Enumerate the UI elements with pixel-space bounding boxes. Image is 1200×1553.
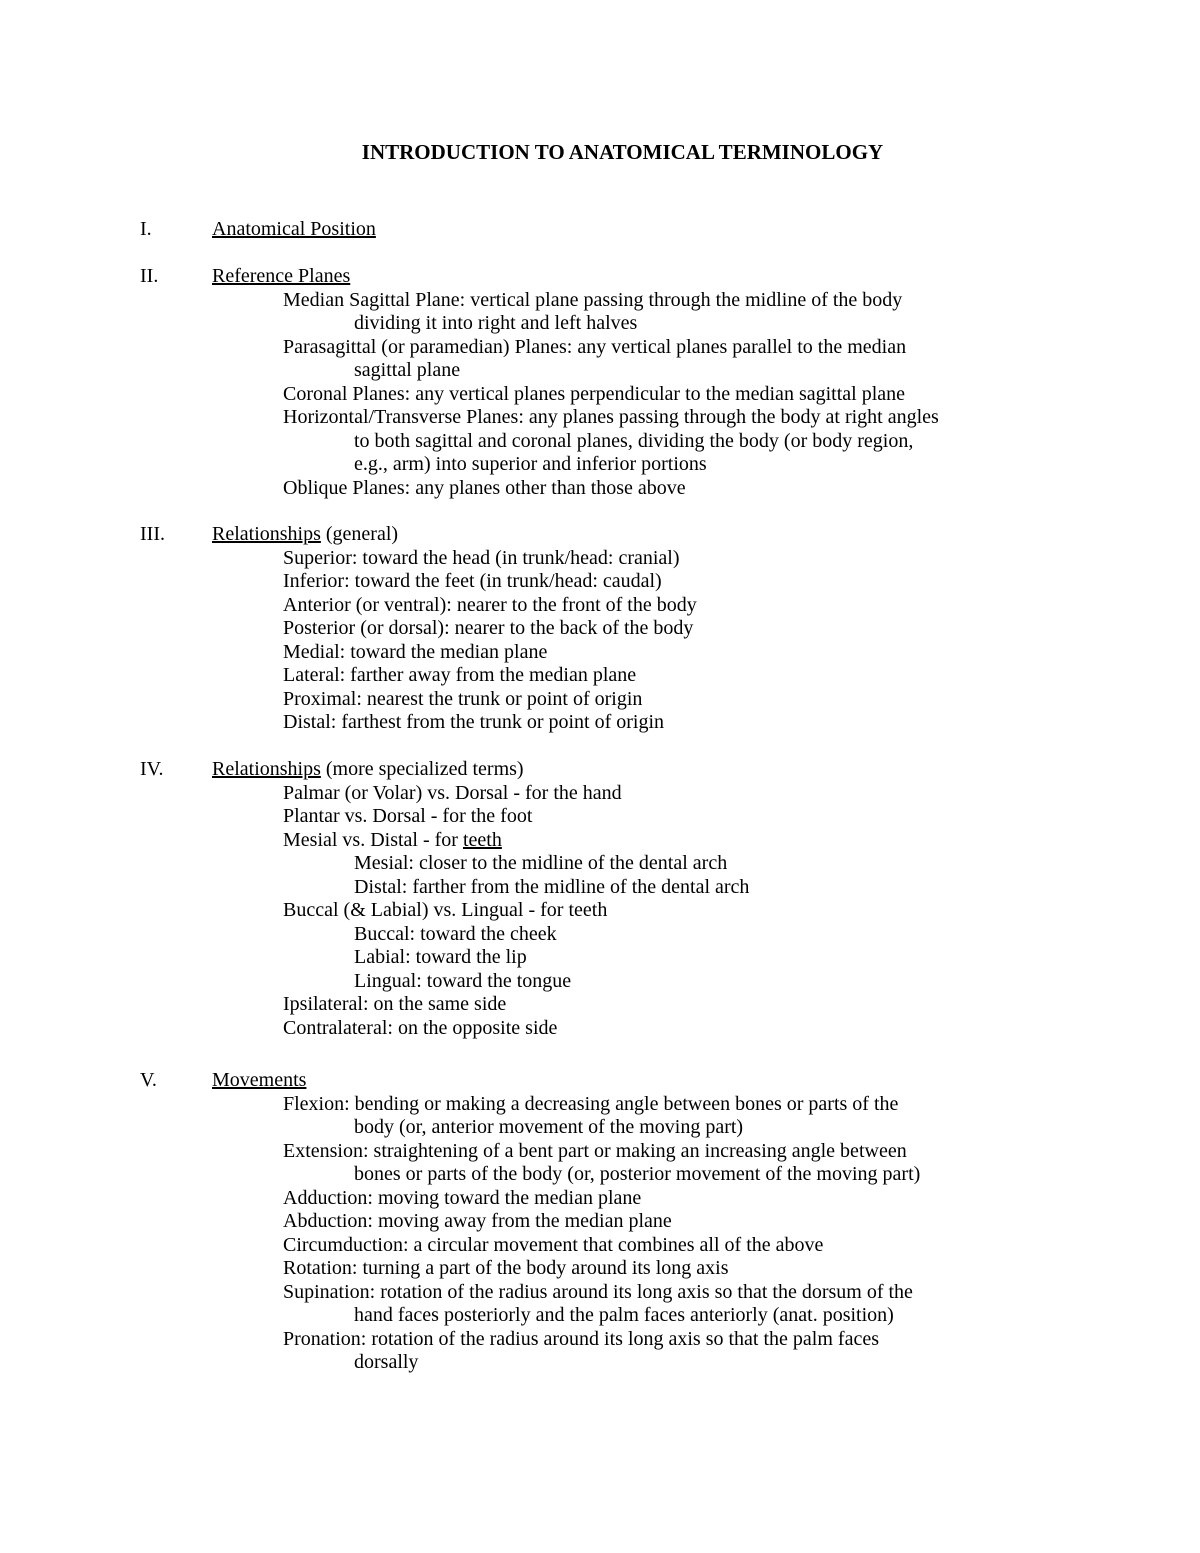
document-title: INTRODUCTION TO ANATOMICAL TERMINOLOGY [361, 140, 884, 164]
section-4-line-term: teeth [462, 829, 502, 851]
section-3-heading-suffix: (general) [320, 523, 399, 545]
section-2-line: Parasagittal (or paramedian) Planes: any vertical planes parallel to the median [283, 336, 907, 358]
section-5-line: dorsally [354, 1351, 419, 1373]
section-5-line: bones or parts of the body (or, posterior movement of the moving part) [354, 1163, 921, 1185]
section-5-line: body (or, anterior movement of the moving part) [354, 1116, 744, 1138]
section-3-line: Inferior: toward the feet (in trunk/head: caudal) [283, 570, 662, 592]
section-2-line: Median Sagittal Plane: vertical plane passing through the midline of the body [283, 289, 903, 311]
section-4-subline: Buccal: toward the cheek [354, 923, 557, 945]
section-2-heading: Reference Planes [212, 265, 351, 287]
section-3-heading-term: Relationships [212, 523, 321, 545]
section-3-line: Proximal: nearest the trunk or point of origin [283, 688, 643, 710]
section-3-line: Medial: toward the median plane [283, 641, 548, 663]
section-2-line: sagittal plane [354, 359, 461, 381]
section-5-line: Abduction: moving away from the median plane [283, 1210, 672, 1232]
section-5-line: Flexion: bending or making a decreasing angle between bones or parts of the [283, 1093, 899, 1115]
section-4-line: Plantar vs. Dorsal - for the foot [283, 805, 533, 827]
section-3-number: III. [140, 523, 165, 545]
section-5-line: Pronation: rotation of the radius around its long axis so that the palm faces [283, 1328, 879, 1350]
section-5-line: Supination: rotation of the radius around its long axis so that the dorsum of the [283, 1281, 913, 1303]
section-3-line: Anterior (or ventral): nearer to the front of the body [283, 594, 697, 616]
section-4-line: Palmar (or Volar) vs. Dorsal - for the hand [283, 782, 622, 804]
section-4-subline: Lingual: toward the tongue [354, 970, 572, 992]
section-4-heading [212, 757, 524, 781]
section-4-line [283, 828, 502, 852]
section-4-line: Contralateral: on the opposite side [283, 1017, 558, 1039]
section-1-heading: Anatomical Position [212, 218, 376, 240]
section-5-line: hand faces posteriorly and the palm faces anteriorly (anat. position) [354, 1304, 894, 1326]
section-2-line: dividing it into right and left halves [354, 312, 638, 334]
section-5-line: Rotation: turning a part of the body around its long axis [283, 1257, 729, 1279]
section-2-line: e.g., arm) into superior and inferior portions [354, 453, 707, 475]
section-4-heading-suffix: (more specialized terms) [320, 758, 524, 780]
section-4-subline: Labial: toward the lip [354, 946, 527, 968]
section-3-line: Distal: farthest from the trunk or point of origin [283, 711, 665, 733]
section-3-heading [212, 522, 398, 546]
section-4-line: Ipsilateral: on the same side [283, 993, 507, 1015]
section-3-line: Posterior (or dorsal): nearer to the back of the body [283, 617, 694, 639]
section-1-number: I. [140, 218, 152, 240]
section-2-line: Coronal Planes: any vertical planes perpendicular to the median sagittal plane [283, 383, 906, 405]
section-3-line: Superior: toward the head (in trunk/head: cranial) [283, 547, 680, 569]
section-5-number: V. [140, 1069, 157, 1091]
section-4-number: IV. [140, 758, 164, 780]
section-4-line-text: Mesial vs. Distal - for [283, 829, 463, 851]
section-4-subline: Distal: farther from the midline of the dental arch [354, 876, 750, 898]
section-5-heading: Movements [212, 1069, 307, 1091]
section-2-line: Horizontal/Transverse Planes: any planes passing through the body at right angles [283, 406, 939, 428]
section-3-line: Lateral: farther away from the median plane [283, 664, 637, 686]
section-4-heading-term: Relationships [212, 758, 321, 780]
section-2-number: II. [140, 265, 159, 287]
section-5-line: Extension: straightening of a bent part or making an increasing angle between [283, 1140, 907, 1162]
section-5-line: Adduction: moving toward the median plane [283, 1187, 642, 1209]
section-4-line: Buccal (& Labial) vs. Lingual - for teeth [283, 899, 608, 921]
section-5-line: Circumduction: a circular movement that combines all of the above [283, 1234, 824, 1256]
section-2-line: Oblique Planes: any planes other than those above [283, 477, 686, 499]
section-2-line: to both sagittal and coronal planes, dividing the body (or body region, [354, 430, 914, 452]
section-4-subline: Mesial: closer to the midline of the dental arch [354, 852, 728, 874]
